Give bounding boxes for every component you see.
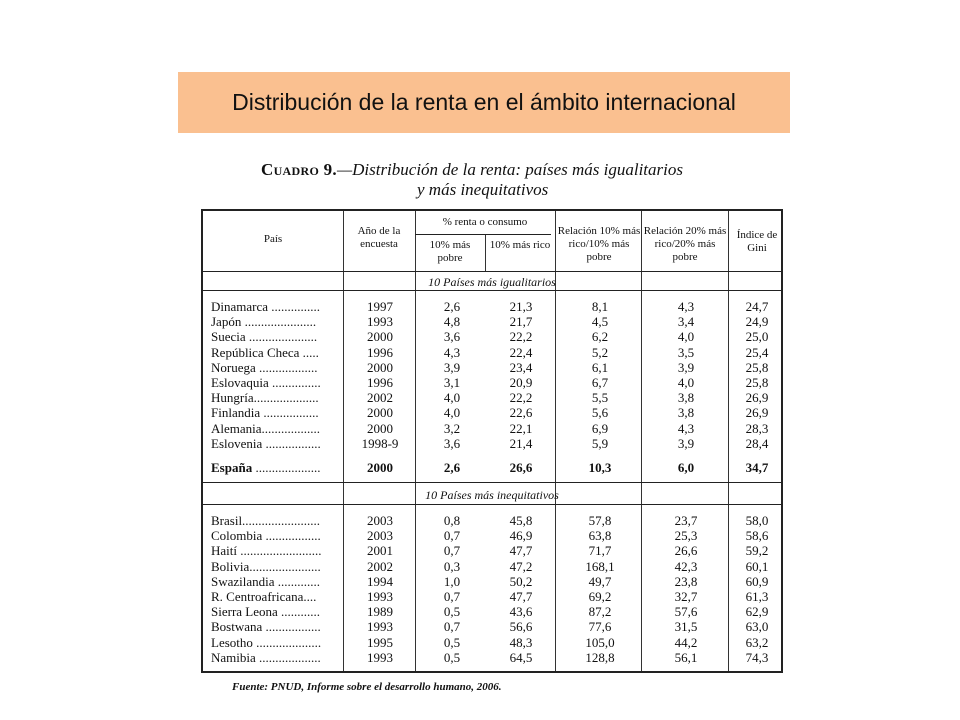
table-cell: 50,2	[509, 573, 533, 589]
table-cell: Sierra Leona ............	[211, 604, 321, 620]
table-cell: 26,6	[509, 460, 533, 475]
table-cell: 1998-9	[361, 435, 399, 451]
table-cell: 6,2	[591, 329, 609, 345]
slide-title-banner	[178, 72, 790, 133]
grid-line	[203, 271, 781, 272]
header-10-rico: 10% más rico	[489, 239, 551, 251]
table-cell: 105,0	[585, 634, 615, 650]
table-row	[203, 375, 781, 390]
table-cell: 25,3	[674, 528, 698, 544]
table-cell: 4,0	[677, 374, 695, 390]
table-cell: 3,4	[677, 314, 695, 330]
table-cell: Lesotho ....................	[211, 634, 322, 650]
table-cell: República Checa .....	[211, 344, 319, 360]
table-cell: 6,1	[591, 359, 609, 375]
table-cell: 46,9	[509, 528, 533, 544]
table-cell: Colombia .................	[211, 528, 321, 544]
table-row	[203, 574, 781, 589]
table-cell: 63,0	[745, 619, 769, 635]
table-cell: 2003	[367, 513, 393, 528]
table-cell: Haití .........................	[211, 543, 322, 559]
table-cell: R. Centroafricana....	[211, 588, 317, 604]
table-cell: 3,1	[443, 374, 461, 390]
table-cell: Hungría....................	[211, 390, 319, 406]
table-cell: 2003	[367, 528, 393, 544]
table-cell: 6,0	[677, 460, 695, 475]
table-cell: 31,5	[674, 619, 698, 635]
table-cell: Brasil........................	[211, 513, 321, 528]
header-anio: Año de la encuesta	[357, 225, 401, 250]
table-row	[203, 559, 781, 574]
table-cell: 69,2	[588, 588, 612, 604]
table-cell: 5,9	[591, 435, 609, 451]
table-row	[203, 405, 781, 420]
table-row	[203, 543, 781, 558]
table-caption	[261, 160, 761, 200]
table-cell: 1993	[367, 314, 393, 330]
table-cell: 77,6	[588, 619, 612, 635]
table-cell: 20,9	[509, 374, 533, 390]
table-cell: 4,3	[677, 420, 695, 436]
header-pais: País	[263, 233, 283, 245]
table-cell: 4,3	[443, 344, 461, 360]
table-cell: 44,2	[674, 634, 698, 650]
section-title-inequitativos: 10 Países más inequitativos	[425, 488, 559, 502]
table-cell: 63,2	[745, 634, 769, 650]
table-cell: 3,8	[677, 405, 695, 421]
table-cell: Bostwana .................	[211, 619, 321, 635]
table-cell: 60,1	[745, 558, 769, 574]
table-cell: Dinamarca ...............	[211, 299, 321, 314]
table-cell: 6,9	[591, 420, 609, 436]
table-cell: Eslovaquia ...............	[211, 374, 321, 390]
table-row	[203, 421, 781, 436]
header-10-pobre: 10% más pobre	[429, 239, 471, 264]
table-cell: 0,7	[443, 543, 461, 559]
table-cell: Swazilandia .............	[211, 573, 321, 589]
table-cell: 1993	[367, 588, 393, 604]
table-cell: 62,9	[745, 604, 769, 620]
table-cell: 5,2	[591, 344, 609, 360]
table-cell: Suecia .....................	[211, 329, 318, 345]
table-cell: 128,8	[585, 649, 615, 665]
table-cell: 22,6	[509, 405, 533, 421]
table-cell: 47,2	[509, 558, 533, 574]
header-relacion-10: Relación 10% más rico/10% más pobre	[557, 225, 641, 263]
table-cell: 22,1	[509, 420, 533, 436]
grid-line	[203, 504, 781, 505]
table-cell: 34,7	[745, 460, 769, 475]
table-cell: 2000	[367, 329, 393, 345]
table-cell: 21,3	[509, 299, 533, 314]
table-row-espana	[203, 460, 781, 475]
table-cell: 2,6	[443, 460, 461, 475]
espana-dots: ....................	[255, 460, 321, 475]
table-cell: 3,2	[443, 420, 461, 436]
table-cell: 4,0	[443, 405, 461, 421]
caption-label: Cuadro 9.	[261, 160, 337, 179]
table-cell: 4,3	[677, 299, 695, 314]
table-cell: 3,9	[443, 359, 461, 375]
espana-name: España	[211, 460, 253, 475]
table-cell: 1996	[367, 374, 393, 390]
table-cell: 26,9	[745, 390, 769, 406]
table-cell: 58,6	[745, 528, 769, 544]
table-cell: 22,2	[509, 329, 533, 345]
table-cell: 2001	[367, 543, 393, 559]
table-cell: 0,7	[443, 528, 461, 544]
table-row	[203, 314, 781, 329]
table-cell: 1994	[367, 573, 393, 589]
table-row	[203, 650, 781, 665]
table-cell: 49,7	[588, 573, 612, 589]
table-cell: 3,9	[677, 359, 695, 375]
table-cell: Namibia ...................	[211, 649, 321, 665]
table-cell: 2000	[367, 420, 393, 436]
table-cell: 10,3	[588, 460, 612, 475]
table-cell: 23,7	[674, 513, 698, 528]
table-cell: 6,7	[591, 374, 609, 390]
table-cell: 87,2	[588, 604, 612, 620]
table-cell: 3,6	[443, 329, 461, 345]
table-cell: 0,7	[443, 588, 461, 604]
table-cell: 1989	[367, 604, 393, 620]
table-cell: 1993	[367, 649, 393, 665]
table-cell: 21,7	[509, 314, 533, 330]
grid-line	[415, 234, 551, 235]
table-cell: 57,6	[674, 604, 698, 620]
table-cell: 24,7	[745, 299, 769, 314]
table-cell: 60,9	[745, 573, 769, 589]
table-cell: 71,7	[588, 543, 612, 559]
table-source: Fuente: PNUD, Informe sobre el desarrollo humano, 2006.	[232, 681, 502, 693]
table-cell: 61,3	[745, 588, 769, 604]
table-cell: 48,3	[509, 634, 533, 650]
table-row	[203, 619, 781, 634]
caption-line2: y más inequitativos	[417, 180, 549, 199]
table-cell: 1996	[367, 344, 393, 360]
table-cell: 0,3	[443, 558, 461, 574]
header-renta-group: % renta o consumo	[442, 216, 528, 228]
table-cell: 1995	[367, 634, 393, 650]
table-cell: 2002	[367, 390, 393, 406]
table-cell: 26,6	[674, 543, 698, 559]
table-row	[203, 390, 781, 405]
table-cell: 0,5	[443, 649, 461, 665]
table-cell: 4,5	[591, 314, 609, 330]
table-cell: 25,8	[745, 374, 769, 390]
table-cell: Finlandia .................	[211, 405, 319, 421]
table-cell: 4,0	[443, 390, 461, 406]
table-cell: 3,6	[443, 435, 461, 451]
table-cell: 1,0	[443, 573, 461, 589]
table-cell: 23,4	[509, 359, 533, 375]
header-gini: Índice de Gini	[736, 229, 778, 254]
income-distribution-table	[201, 209, 783, 673]
table-row	[203, 345, 781, 360]
table-cell: 63,8	[588, 528, 612, 544]
table-row	[203, 635, 781, 650]
table-cell: 8,1	[591, 299, 609, 314]
table-cell: 25,4	[745, 344, 769, 360]
table-cell: Bolivia......................	[211, 558, 321, 574]
table-row	[203, 513, 781, 528]
table-row	[203, 360, 781, 375]
table-cell: 45,8	[509, 513, 533, 528]
table-cell: 0,5	[443, 604, 461, 620]
table-row	[203, 436, 781, 451]
table-cell: 2000	[367, 405, 393, 421]
table-row	[203, 589, 781, 604]
table-cell: 2000	[367, 359, 393, 375]
table-cell: Noruega ..................	[211, 359, 318, 375]
table-cell: 22,4	[509, 344, 533, 360]
table-cell: 28,4	[745, 435, 769, 451]
table-cell: 59,2	[745, 543, 769, 559]
table-cell: 2002	[367, 558, 393, 574]
header-relacion-20: Relación 20% más rico/20% más pobre	[643, 225, 727, 263]
table-cell: 4,8	[443, 314, 461, 330]
table-cell: 168,1	[585, 558, 615, 574]
table-cell: 22,2	[509, 390, 533, 406]
table-cell: Japón ......................	[211, 314, 317, 330]
table-cell: 5,5	[591, 390, 609, 406]
table-cell: 3,9	[677, 435, 695, 451]
table-cell: 42,3	[674, 558, 698, 574]
table-row	[203, 299, 781, 314]
table-cell: 24,9	[745, 314, 769, 330]
table-cell: 26,9	[745, 405, 769, 421]
table-cell: 3,5	[677, 344, 695, 360]
table-cell: 4,0	[677, 329, 695, 345]
table-cell: 1993	[367, 619, 393, 635]
rows-igualitarios	[203, 299, 781, 451]
table-cell: 56,1	[674, 649, 698, 665]
table-cell: 57,8	[588, 513, 612, 528]
table-cell: 58,0	[745, 513, 769, 528]
table-cell: 23,8	[674, 573, 698, 589]
table-cell: 25,8	[745, 359, 769, 375]
table-cell: 32,7	[674, 588, 698, 604]
table-cell: 25,0	[745, 329, 769, 345]
row-espana	[203, 460, 781, 475]
table-cell: 3,8	[677, 390, 695, 406]
table-cell: 47,7	[509, 543, 533, 559]
grid-line	[203, 482, 781, 483]
table-row	[203, 528, 781, 543]
grid-line	[485, 235, 486, 271]
table-cell: 21,4	[509, 435, 533, 451]
section-title-igualitarios: 10 Países más igualitarios	[428, 275, 556, 289]
table-cell: 0,7	[443, 619, 461, 635]
table-cell: Alemania..................	[211, 420, 321, 436]
table-cell: 0,8	[443, 513, 461, 528]
table-cell: 64,5	[509, 649, 533, 665]
table-cell: 28,3	[745, 420, 769, 436]
caption-line1: —Distribución de la renta: países más igualitarios	[336, 160, 683, 179]
table-row	[203, 329, 781, 344]
table-cell: 2000	[367, 460, 393, 475]
slide-title: Distribución de la renta en el ámbito internacional	[232, 89, 736, 115]
table-cell: 43,6	[509, 604, 533, 620]
table-cell: 2,6	[443, 299, 461, 314]
table-cell: 56,6	[509, 619, 533, 635]
table-row	[203, 604, 781, 619]
table-cell: 5,6	[591, 405, 609, 421]
table-cell: 1997	[367, 299, 393, 314]
table-cell: 74,3	[745, 649, 769, 665]
table-cell	[211, 460, 341, 475]
rows-inequitativos	[203, 513, 781, 665]
table-cell: 47,7	[509, 588, 533, 604]
table-cell: 0,5	[443, 634, 461, 650]
table-cell: Eslovenia .................	[211, 435, 321, 451]
